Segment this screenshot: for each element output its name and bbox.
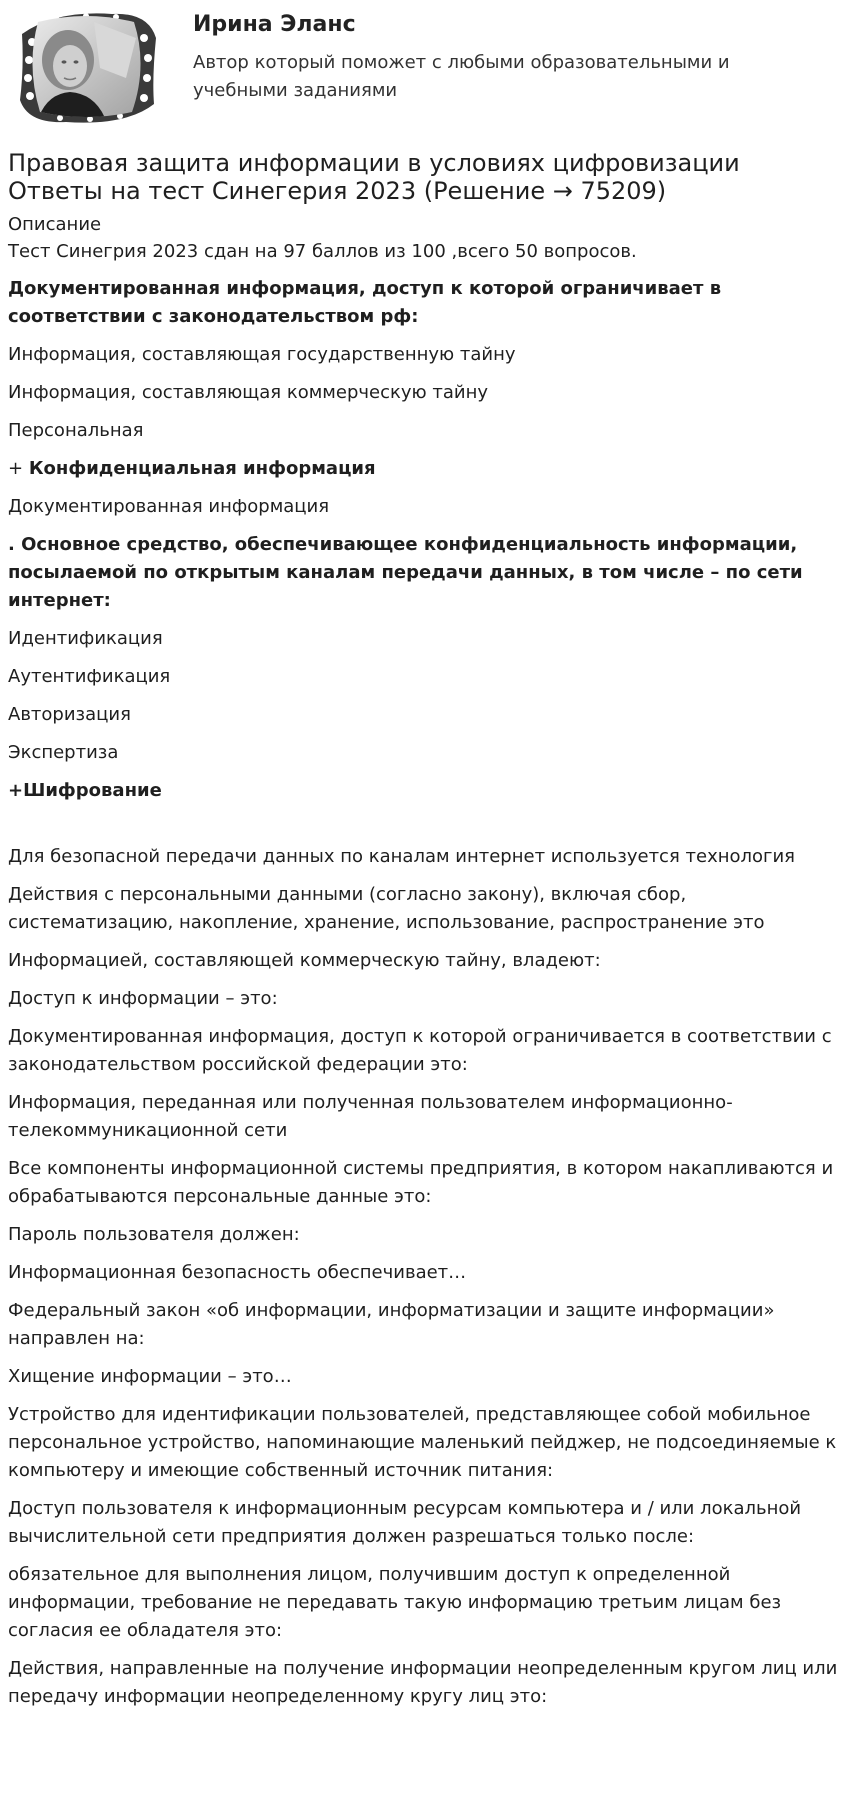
q2-option-1: Идентификация (8, 628, 163, 649)
question-item: Пароль пользователя должен: (8, 1224, 300, 1245)
description-text: Тест Синегрия 2023 сдан на 97 баллов из 100 ,всего 50 вопросов. (8, 241, 637, 262)
spacer (8, 815, 839, 843)
question-item: Устройство для идентификации пользователей, представляющее собой мобильное персональное устройство, напоминающие маленький пейджер, не подсоединяемые к компьютеру и имеющие собственный источник питания: (8, 1404, 837, 1481)
author-description: Автор который поможет с любыми образовательными и учебными заданиями (193, 52, 730, 101)
title-line-2: Ответы на тест Синегерия 2023 (Решение → 75209) (8, 177, 667, 205)
q1-correct-option (8, 455, 839, 483)
question-item: Информация, переданная или полученная пользователем информационно-телекоммуникационной сети (8, 1092, 733, 1141)
question-item: Информацией, составляющей коммерческую тайну, владеют: (8, 950, 601, 971)
q1-correct-answer: Конфиденциальная информация (28, 458, 376, 479)
question-item: обязательное для выполнения лицом, получившим доступ к определенной информации, требование не передавать такую информацию третьим лицам без согласия ее обладателя это: (8, 1564, 782, 1641)
question-item: Хищение информации – это… (8, 1366, 292, 1387)
question-item: Документированная информация, доступ к которой ограничивается в соответствии с законодательством российской федерации это: (8, 1026, 832, 1075)
question-1: Документированная информация, доступ к которой ограничивает в соответствии с законодательством рф: (8, 278, 722, 327)
author-block (8, 0, 839, 140)
description-label: Описание (8, 214, 102, 235)
question-item: Для безопасной передачи данных по каналам интернет используется технология (8, 846, 795, 867)
question-item: Информационная безопасность обеспечивает… (8, 1262, 467, 1283)
title-line-1: Правовая защита информации в условиях цифровизации (8, 149, 740, 177)
q1-option-2: Информация, составляющая коммерческую тайну (8, 382, 489, 403)
question-item: Действия с персональными данными (согласно закону), включая сбор, систематизацию, накопление, хранение, использование, распространение это (8, 884, 765, 933)
q2-option-4: Экспертиза (8, 742, 119, 763)
question-item: Федеральный закон «об информации, информатизации и защите информации» направлен на: (8, 1300, 775, 1349)
page-title (8, 149, 839, 205)
question-item: Доступ пользователя к информационным ресурсам компьютера и / или локальной вычислительной сети предприятия должен разрешаться только после: (8, 1498, 802, 1547)
question-item: Действия, направленные на получение информации неопределенным кругом лиц или передачу информации неопределенному кругу лиц это: (8, 1658, 838, 1707)
q2-option-3: Авторизация (8, 704, 131, 725)
q2-option-2: Аутентификация (8, 666, 171, 687)
avatar[interactable] (16, 8, 158, 126)
q1-option-5: Документированная информация (8, 496, 330, 517)
q1-option-3: Персональная (8, 420, 144, 441)
question-item: Доступ к информации – это: (8, 988, 278, 1009)
q2-correct-answer: +Шифрование (8, 780, 162, 801)
question-2: . Основное средство, обеспечивающее конфиденциальность информации, посылаемой по открытым каналам передачи данных, в том числе – по сети интернет: (8, 534, 803, 611)
author-name[interactable]: Ирина Эланс (193, 12, 356, 37)
avatar-film-frame-image (16, 8, 158, 126)
question-item: Все компоненты информационной системы предприятия, в котором накапливаются и обрабатываются персональные данные это: (8, 1158, 834, 1207)
correct-marker: + (8, 458, 29, 479)
q1-option-1: Информация, составляющая государственную тайну (8, 344, 516, 365)
